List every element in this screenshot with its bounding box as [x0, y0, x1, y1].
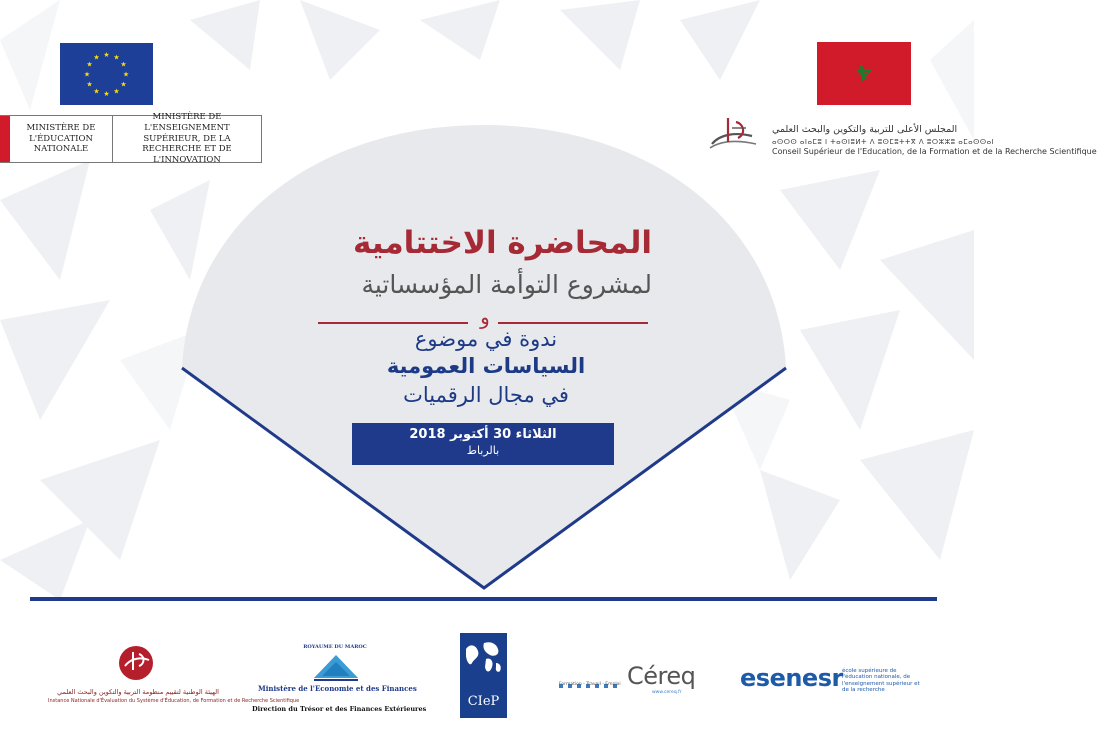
mef-name: Ministère de l'Economie et des Finances	[258, 684, 417, 693]
seminar-topic-field: في مجال الرقميات	[403, 383, 569, 407]
svg-text:★: ★	[120, 80, 127, 89]
cereq-name: Céreq	[627, 662, 696, 690]
ministry-higher-education-label: MINISTÈRE DE L'ENSEIGNEMENT SUPÉRIEUR, DE LA RECHERCHE ET DE L'INNOVATION	[142, 112, 232, 165]
seminar-label: ندوة في موضوع	[414, 327, 558, 351]
svg-text:★: ★	[113, 87, 120, 96]
esenesr-name: esenesr	[740, 664, 843, 692]
ministry-logo-block	[0, 112, 262, 165]
separator-left	[318, 322, 468, 324]
svg-text:★: ★	[86, 60, 93, 69]
csefrs-tifinagh-name: ⴰⵙⵔⵙ ⴰⵏⴰⵎⵓ ⵏ ⵜⴰⵙⵏⵓⵍⵜ ⴷ ⵓⵙⵎⵓⵜⵜⴳ ⴷ ⵓⵔⵣⵣⵓ ⴰⵎⴰⵙⵙⴰⵏ	[772, 138, 995, 146]
ministry-education-label: MINISTÈRE DE L'ÉDUCATION NATIONALE	[10, 116, 113, 162]
mef-kingdom-label: ROYAUME DU MAROC	[303, 644, 367, 650]
seminar-topic: السياسات العمومية	[386, 354, 586, 378]
ministry-color-bar	[0, 116, 10, 162]
instance-arabic-name: الهيئة الوطنية لتقييم منظومة التربية والتكوين والبحث العلمي	[57, 688, 219, 696]
footer-divider	[30, 597, 937, 601]
ciep-name: CIeP	[467, 694, 500, 709]
main-title-subline: لمشروع التوأمة المؤسساتية	[361, 270, 652, 299]
instance-logo-icon	[115, 644, 157, 684]
separator-right	[498, 322, 648, 324]
csefrs-arabic-name: المجلس الأعلى للتربية والتكوين والبحث العلمي	[772, 124, 958, 135]
svg-text:★: ★	[103, 90, 110, 98]
main-title: المحاضرة الاختتامية	[352, 225, 652, 261]
mef-logo-icon	[308, 652, 364, 686]
svg-text:★: ★	[103, 51, 110, 59]
svg-text:★: ★	[122, 70, 130, 79]
svg-text:★: ★	[93, 87, 100, 96]
cereq-dots-icon	[559, 674, 625, 680]
csefrs-logo-icon	[706, 114, 762, 154]
csefrs-french-name: Conseil Supérieur de l'Education, de la Formation et de la Recherche Scientifique	[772, 147, 1097, 156]
cereq-url: www.cereq.fr	[652, 690, 682, 695]
esenesr-description: école supérieure de l'éducation nationale, de l'enseignement supérieur et de la recherche	[842, 668, 920, 693]
svg-text:★: ★	[113, 53, 120, 62]
event-date-box	[352, 423, 614, 465]
svg-text:★: ★	[93, 53, 100, 62]
event-date: الثلاثاء 30 أكتوبر 2018	[409, 427, 557, 442]
mef-direction: Direction du Trésor et des Finances Extérieures	[252, 705, 427, 713]
svg-text:★: ★	[120, 60, 127, 69]
cereq-tagline: Formation - Travail - Emploi	[559, 682, 621, 687]
morocco-flag-icon	[817, 42, 911, 105]
conjunction: و	[480, 305, 490, 329]
eu-flag-icon	[60, 43, 153, 105]
instance-french-name: Instance Nationale d'Évaluation du Système d'Éducation, de Formation et de Recherche Scientifique	[48, 698, 300, 704]
event-place: بالرباط	[466, 444, 500, 457]
svg-text:★: ★	[86, 80, 93, 89]
svg-text:★: ★	[83, 70, 91, 79]
